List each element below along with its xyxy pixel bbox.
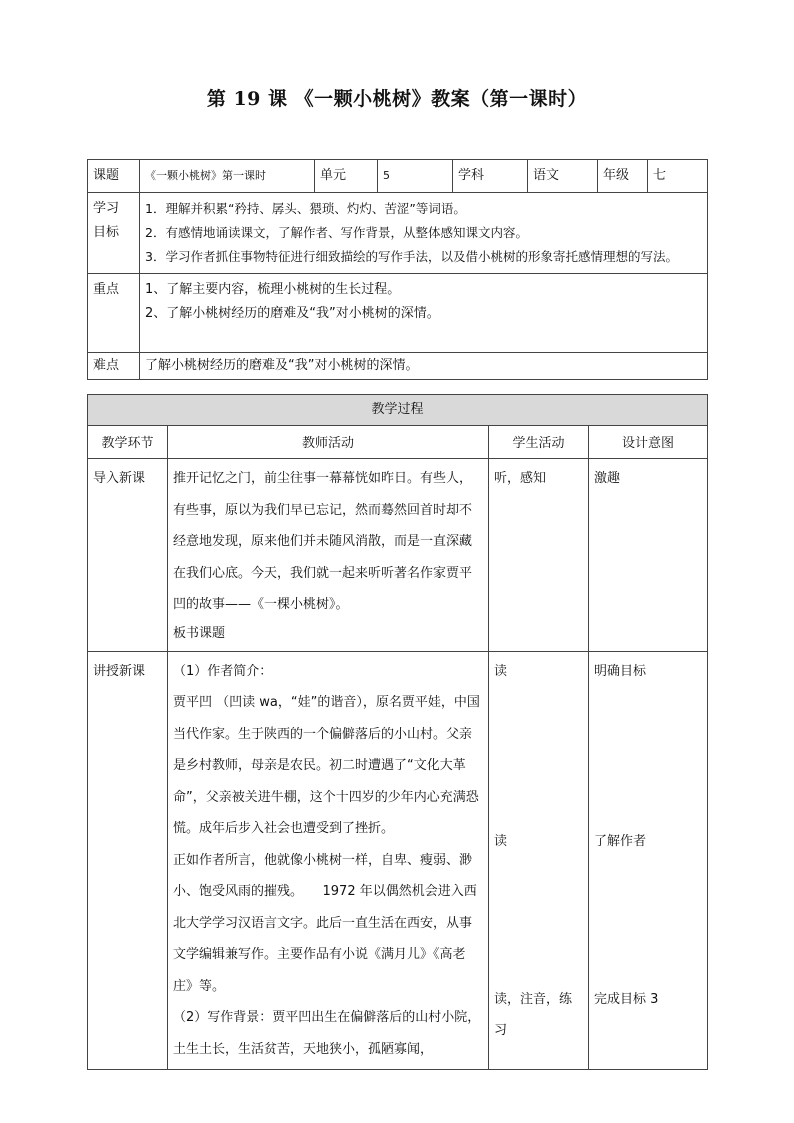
intent-cell: 激趣 [589,459,708,652]
process-row-intro [88,459,708,652]
difficulty-content: 了解小桃树经历的磨难及“我”对小桃树的深情。 [140,353,708,380]
grade-value: 七 [648,160,708,193]
goals-label-line2: 目标 [93,225,120,240]
page-title: 第 19 课 《一颗小桃树》教案（第一课时） [206,88,588,110]
header-stage: 教学环节 [88,426,168,459]
difficulty-label: 难点 [88,353,140,380]
keypoints-content [140,274,708,353]
goals-label-line1: 学习 [93,201,120,216]
intent-cell [589,651,708,1070]
goals-content [140,193,708,274]
intent-text: 了解作者 [594,833,647,849]
keypoint-item: 1、了解主要内容，梳理小桃树的生长过程。 [145,282,401,297]
difficulty-row [88,353,708,380]
stage-cell: 讲授新课 [88,651,168,1070]
keypoint-item: 2、了解小桃树经历的磨难及“我”对小桃树的深情。 [145,306,440,321]
teacher-text: （2）写作背景：贾平凹出生在偏僻落后的山村小院，土生土长，生活贫苦，天地狭小，孤陋寡闻， [173,1010,481,1057]
unit-value: 5 [378,160,453,193]
subject-value: 语文 [528,160,598,193]
teacher-text: 正如作者所言，他就像小桃树一样，自卑、瘦弱、渺小、饱受风雨的摧残。 1972 年以偶然机会进入西北大学学习汉语言文字。此后一直生活在西安，从事文学编辑兼写作。主要作品有小说《满月儿》《高老庄》等。 [173,852,477,994]
teacher-cell [168,651,489,1070]
goal-item: 1．理解并积累“矜持、孱头、猥琐、灼灼、苦涩”等词语。 [145,201,466,216]
process-header-row [88,426,708,459]
stage-cell: 导入新课 [88,459,168,652]
teacher-cell [168,459,489,652]
subject-label: 学科 [453,160,528,193]
course-label: 课题 [88,160,140,193]
process-row-lecture [88,651,708,1070]
grade-label: 年级 [598,160,648,193]
lesson-info-table [87,159,708,380]
header-intent: 设计意图 [589,426,708,459]
teacher-note: 板书课题 [173,625,226,641]
keypoints-label: 重点 [88,274,140,353]
process-banner: 教学过程 [88,395,708,426]
intent-text: 明确目标 [594,663,647,679]
unit-label: 单元 [315,160,378,193]
goals-row [88,193,708,274]
teacher-heading: （1）作者简介： [173,663,273,679]
header-teacher: 教师活动 [168,426,489,459]
intent-text: 完成目标 3 [594,991,659,1007]
process-banner-row [88,395,708,426]
process-table [87,394,708,1070]
goal-item: 3．学习作者抓住事物特征进行细致描绘的写作手法，以及借小桃树的形象寄托感情理想的写法。 [145,249,678,264]
student-cell: 听，感知 [489,459,589,652]
header-student: 学生活动 [489,426,589,459]
student-activity: 读，注音，练习 [494,991,573,1038]
teacher-text: 推开记忆之门，前尘往事一幕幕恍如昨日。有些人，有些事，原以为我们早已忘记，然而蓦然回首时却不经意地发现，原来他们并未随风消散，而是一直深藏在我们心底。今天，我们就一起来听听著名作家贾平凹的故事——《一棵小桃树》。 [173,471,473,612]
course-value: 《一颗小桃树》第一课时 [140,160,315,193]
student-activity: 读 [494,663,508,679]
goal-item: 2．有感情地诵读课文，了解作者、写作背景，从整体感知课文内容。 [145,225,528,240]
student-cell [489,651,589,1070]
goals-label [88,193,140,274]
teacher-text: 贾平凹 （凹读 wa，“娃”的谐音），原名贾平娃，中国当代作家。生于陕西的一个偏僻落后的小山村。父亲是乡村教师，母亲是农民。初二时遭遇了“文化大革命”，父亲被关进牛棚，这个十四岁的少年内心充满恐慌。成年后步入社会也遭受到了挫折。 [173,695,480,836]
student-activity: 读 [494,833,508,849]
info-row [88,160,708,193]
keypoints-row [88,274,708,353]
